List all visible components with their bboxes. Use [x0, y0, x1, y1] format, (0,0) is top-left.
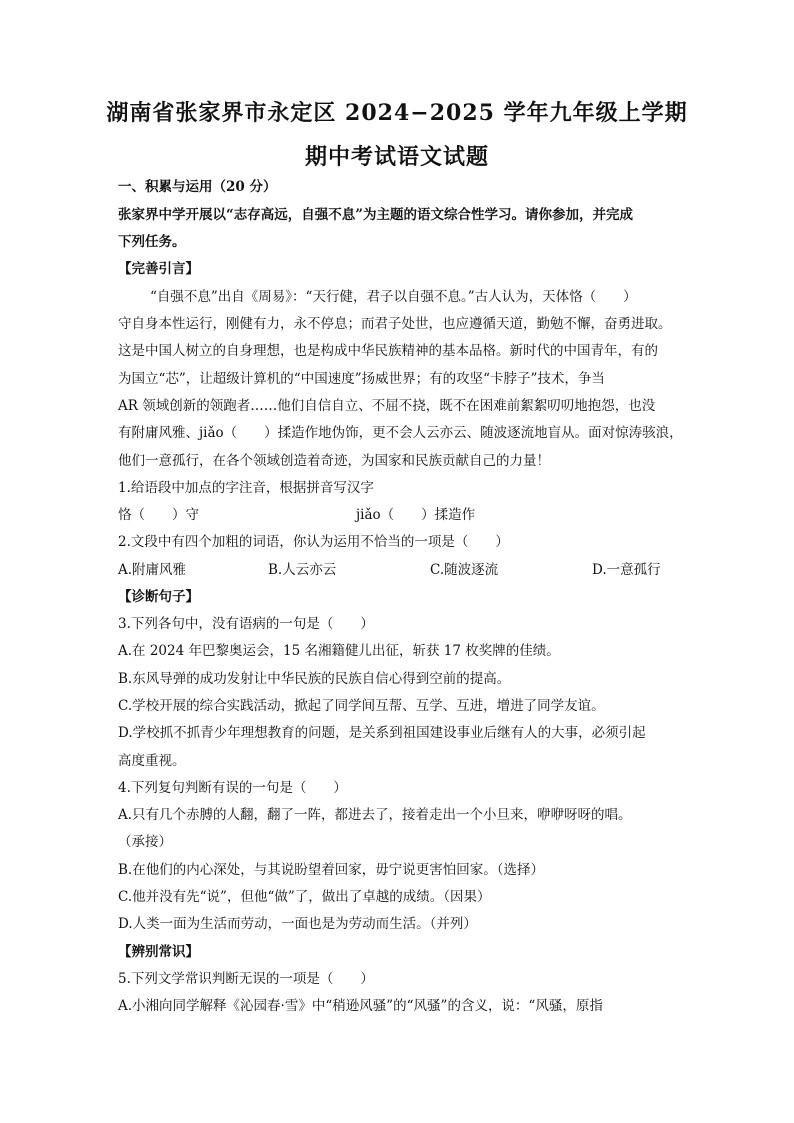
question-3-option-a[interactable]: A.在 2024 年巴黎奥运会，15 名湘籍健儿出征，斩获 17 枚奖牌的佳绩。	[118, 643, 560, 659]
question-3-option-b[interactable]: B.东风导弹的成功发射让中华民族的民族自信心得到空前的提高。	[118, 671, 511, 687]
section-intro-line1: 张家界中学开展以“志存高远，自强不息”为主题的语文综合性学习。请你参加，并完成	[118, 207, 634, 223]
blank-jiao[interactable]: jiǎo（ ）揉造作	[356, 507, 476, 523]
question-4-option-a[interactable]: A.只有几个赤膊的人翻，翻了一阵，都进去了，接着走出一个小旦来，咿咿呀呀的唱。	[118, 807, 632, 823]
question-4-option-b[interactable]: B.在他们的内心深处，与其说盼望着回家，毋宁说更害怕回家。（选择）	[118, 862, 544, 878]
paragraph-line: 为国立“芯”，让超级计算机的“中国速度”扬威世界；有的攻坚“卡脖子”技术，争当	[118, 371, 605, 387]
section-intro-line2: 下列任务。	[118, 234, 186, 250]
document-title-line1: 湖南省张家界市永定区 2024−2025 学年九年级上学期	[106, 100, 688, 126]
question-5-option-a[interactable]: A.小湘向同学解释《沁园春·雪》中“稍逊风骚”的“风骚”的含义，说：“风骚，原指	[118, 998, 603, 1014]
question-4-option-a-cont: （承接）	[118, 834, 172, 850]
document-title-line2: 期中考试语文试题	[304, 144, 489, 170]
question-3-option-d[interactable]: D.学校抓不抓青少年理想教育的问题，是关系到祖国建设事业后继有人的大事，必须引起	[118, 725, 646, 741]
paragraph-line: 他们一意孤行，在各个领域创造着奇迹，为国家和民族贡献自己的力量！	[118, 453, 550, 469]
paragraph-line: 守自身本性运行，刚健有力，永不停息；而君子处世，也应遵循天道，勤勉不懈，奋勇进取。	[118, 316, 672, 332]
subheading-zhenduan: 【诊断句子】	[118, 589, 199, 605]
section-heading: 一、积累与运用（20 分）	[118, 179, 277, 195]
paragraph-line: 有附庸风雅、jiǎo（ ）揉造作地伪饰，更不会人云亦云、随波逐流地盲从。面对惊涛骇浪，	[118, 425, 683, 441]
paragraph-line: “自强不息”出自《周易》：“天行健，君子以自强不息。”古人认为，天体恪（ ）	[150, 289, 637, 305]
question-4-option-c[interactable]: C.他并没有先“说”，但他“做”了，做出了卓越的成绩。（因果）	[118, 889, 491, 905]
question-4-option-d[interactable]: D.人类一面为生活而劳动，一面也是为劳动而生活。（并列）	[118, 916, 477, 932]
question-2-options	[118, 560, 678, 580]
question-4: 4.下列复句判断有误的一句是（ ）	[118, 780, 347, 796]
question-3-option-c[interactable]: C.学校开展的综合实践活动，掀起了同学间互帮、互学、互进，增进了同学友谊。	[118, 698, 605, 714]
option-a[interactable]: A.附庸风雅	[118, 562, 187, 578]
question-2: 2.文段中有四个加粗的词语，你认为运用不恰当的一项是（ ）	[118, 534, 509, 550]
option-c[interactable]: C.随波逐流	[430, 562, 499, 578]
question-1-blanks	[118, 505, 678, 525]
subheading-yinyan: 【完善引言】	[118, 261, 199, 277]
question-3: 3.下列各句中，没有语病的一句是（ ）	[118, 616, 374, 632]
question-3-option-d-cont: 高度重视。	[118, 753, 186, 769]
option-d[interactable]: D.一意孤行	[592, 562, 661, 578]
paragraph-line: 这是中国人树立的自身理想，也是构成中华民族精神的基本品格。新时代的中国青年，有的	[118, 343, 658, 359]
subheading-changshi: 【辨别常识】	[118, 944, 199, 960]
blank-ke[interactable]: 恪（ ）守	[118, 507, 199, 523]
question-1: 1.给语段中加点的字注音，根据拼音写汉字	[118, 480, 374, 496]
question-5: 5.下列文学常识判断无误的一项是（ ）	[118, 971, 374, 987]
paragraph-line: AR 领域创新的领跑者……他们自信自立、不屈不挠，既不在困难前絮絮叨叨地抱怨，也没	[118, 398, 656, 414]
option-b[interactable]: B.人云亦云	[268, 562, 337, 578]
